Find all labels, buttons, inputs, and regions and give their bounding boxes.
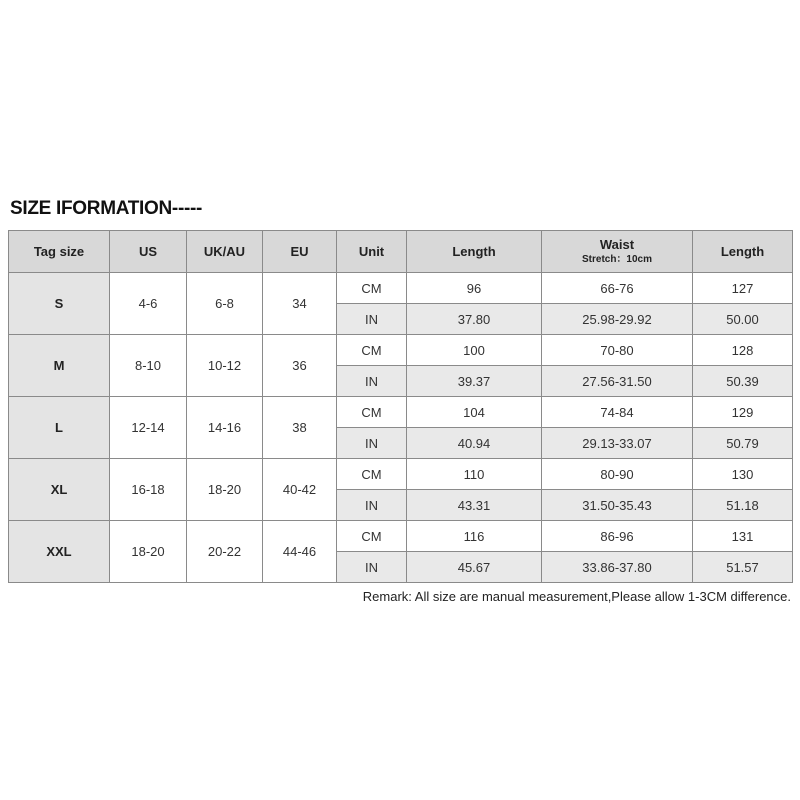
waist-cell: 27.56-31.50	[542, 366, 693, 397]
length2-cell: 131	[693, 521, 793, 552]
tag-size-cell: XL	[9, 459, 110, 521]
length-cell: 40.94	[407, 428, 542, 459]
waist-cell: 25.98-29.92	[542, 304, 693, 335]
length-cell: 39.37	[407, 366, 542, 397]
table-row	[9, 335, 793, 366]
uk-au-size-cell: 6-8	[187, 273, 263, 335]
table-header-row	[9, 231, 793, 273]
uk-au-size-cell: 18-20	[187, 459, 263, 521]
header-waist	[542, 231, 693, 273]
length2-cell: 50.00	[693, 304, 793, 335]
uk-au-size-cell: 20-22	[187, 521, 263, 583]
eu-size-cell: 36	[263, 335, 337, 397]
length-cell: 116	[407, 521, 542, 552]
page-title: SIZE IFORMATION-----	[10, 198, 203, 219]
unit-cell: IN	[337, 304, 407, 335]
length2-cell: 50.79	[693, 428, 793, 459]
unit-cell: CM	[337, 459, 407, 490]
waist-cell: 66-76	[542, 273, 693, 304]
waist-cell: 74-84	[542, 397, 693, 428]
tag-size-cell: S	[9, 273, 110, 335]
length-cell: 37.80	[407, 304, 542, 335]
eu-size-cell: 44-46	[263, 521, 337, 583]
size-table-body	[9, 273, 793, 583]
us-size-cell: 18-20	[110, 521, 187, 583]
length-cell: 100	[407, 335, 542, 366]
waist-cell: 29.13-33.07	[542, 428, 693, 459]
header-eu: EU	[263, 231, 337, 273]
unit-cell: CM	[337, 397, 407, 428]
length2-cell: 127	[693, 273, 793, 304]
us-size-cell: 12-14	[110, 397, 187, 459]
length-cell: 104	[407, 397, 542, 428]
waist-cell: 86-96	[542, 521, 693, 552]
header-waist-label: Waist	[599, 237, 635, 252]
waist-cell: 31.50-35.43	[542, 490, 693, 521]
table-row	[9, 459, 793, 490]
header-tag-size: Tag size	[9, 231, 110, 273]
table-row	[9, 521, 793, 552]
header-length: Length	[407, 231, 542, 273]
us-size-cell: 16-18	[110, 459, 187, 521]
length2-cell: 51.57	[693, 552, 793, 583]
unit-cell: IN	[337, 428, 407, 459]
eu-size-cell: 38	[263, 397, 337, 459]
eu-size-cell: 40-42	[263, 459, 337, 521]
waist-cell: 33.86-37.80	[542, 552, 693, 583]
unit-cell: IN	[337, 490, 407, 521]
length2-cell: 128	[693, 335, 793, 366]
tag-size-cell: XXL	[9, 521, 110, 583]
unit-cell: CM	[337, 521, 407, 552]
size-chart-table	[8, 230, 793, 583]
unit-cell: CM	[337, 273, 407, 304]
table-row	[9, 273, 793, 304]
length-cell: 43.31	[407, 490, 542, 521]
header-us: US	[110, 231, 187, 273]
uk-au-size-cell: 14-16	[187, 397, 263, 459]
length-cell: 96	[407, 273, 542, 304]
unit-cell: CM	[337, 335, 407, 366]
header-waist-stretch: Stretch：10cm	[581, 254, 653, 265]
length2-cell: 130	[693, 459, 793, 490]
tag-size-cell: M	[9, 335, 110, 397]
length2-cell: 129	[693, 397, 793, 428]
unit-cell: IN	[337, 552, 407, 583]
length-cell: 45.67	[407, 552, 542, 583]
waist-cell: 80-90	[542, 459, 693, 490]
header-length-2: Length	[693, 231, 793, 273]
unit-cell: IN	[337, 366, 407, 397]
length2-cell: 50.39	[693, 366, 793, 397]
us-size-cell: 4-6	[110, 273, 187, 335]
remark-note: Remark: All size are manual measurement,Please allow 1-3CM difference.	[362, 589, 791, 604]
tag-size-cell: L	[9, 397, 110, 459]
length2-cell: 51.18	[693, 490, 793, 521]
table-row	[9, 397, 793, 428]
uk-au-size-cell: 10-12	[187, 335, 263, 397]
eu-size-cell: 34	[263, 273, 337, 335]
header-uk-au: UK/AU	[187, 231, 263, 273]
waist-cell: 70-80	[542, 335, 693, 366]
length-cell: 110	[407, 459, 542, 490]
header-unit: Unit	[337, 231, 407, 273]
us-size-cell: 8-10	[110, 335, 187, 397]
